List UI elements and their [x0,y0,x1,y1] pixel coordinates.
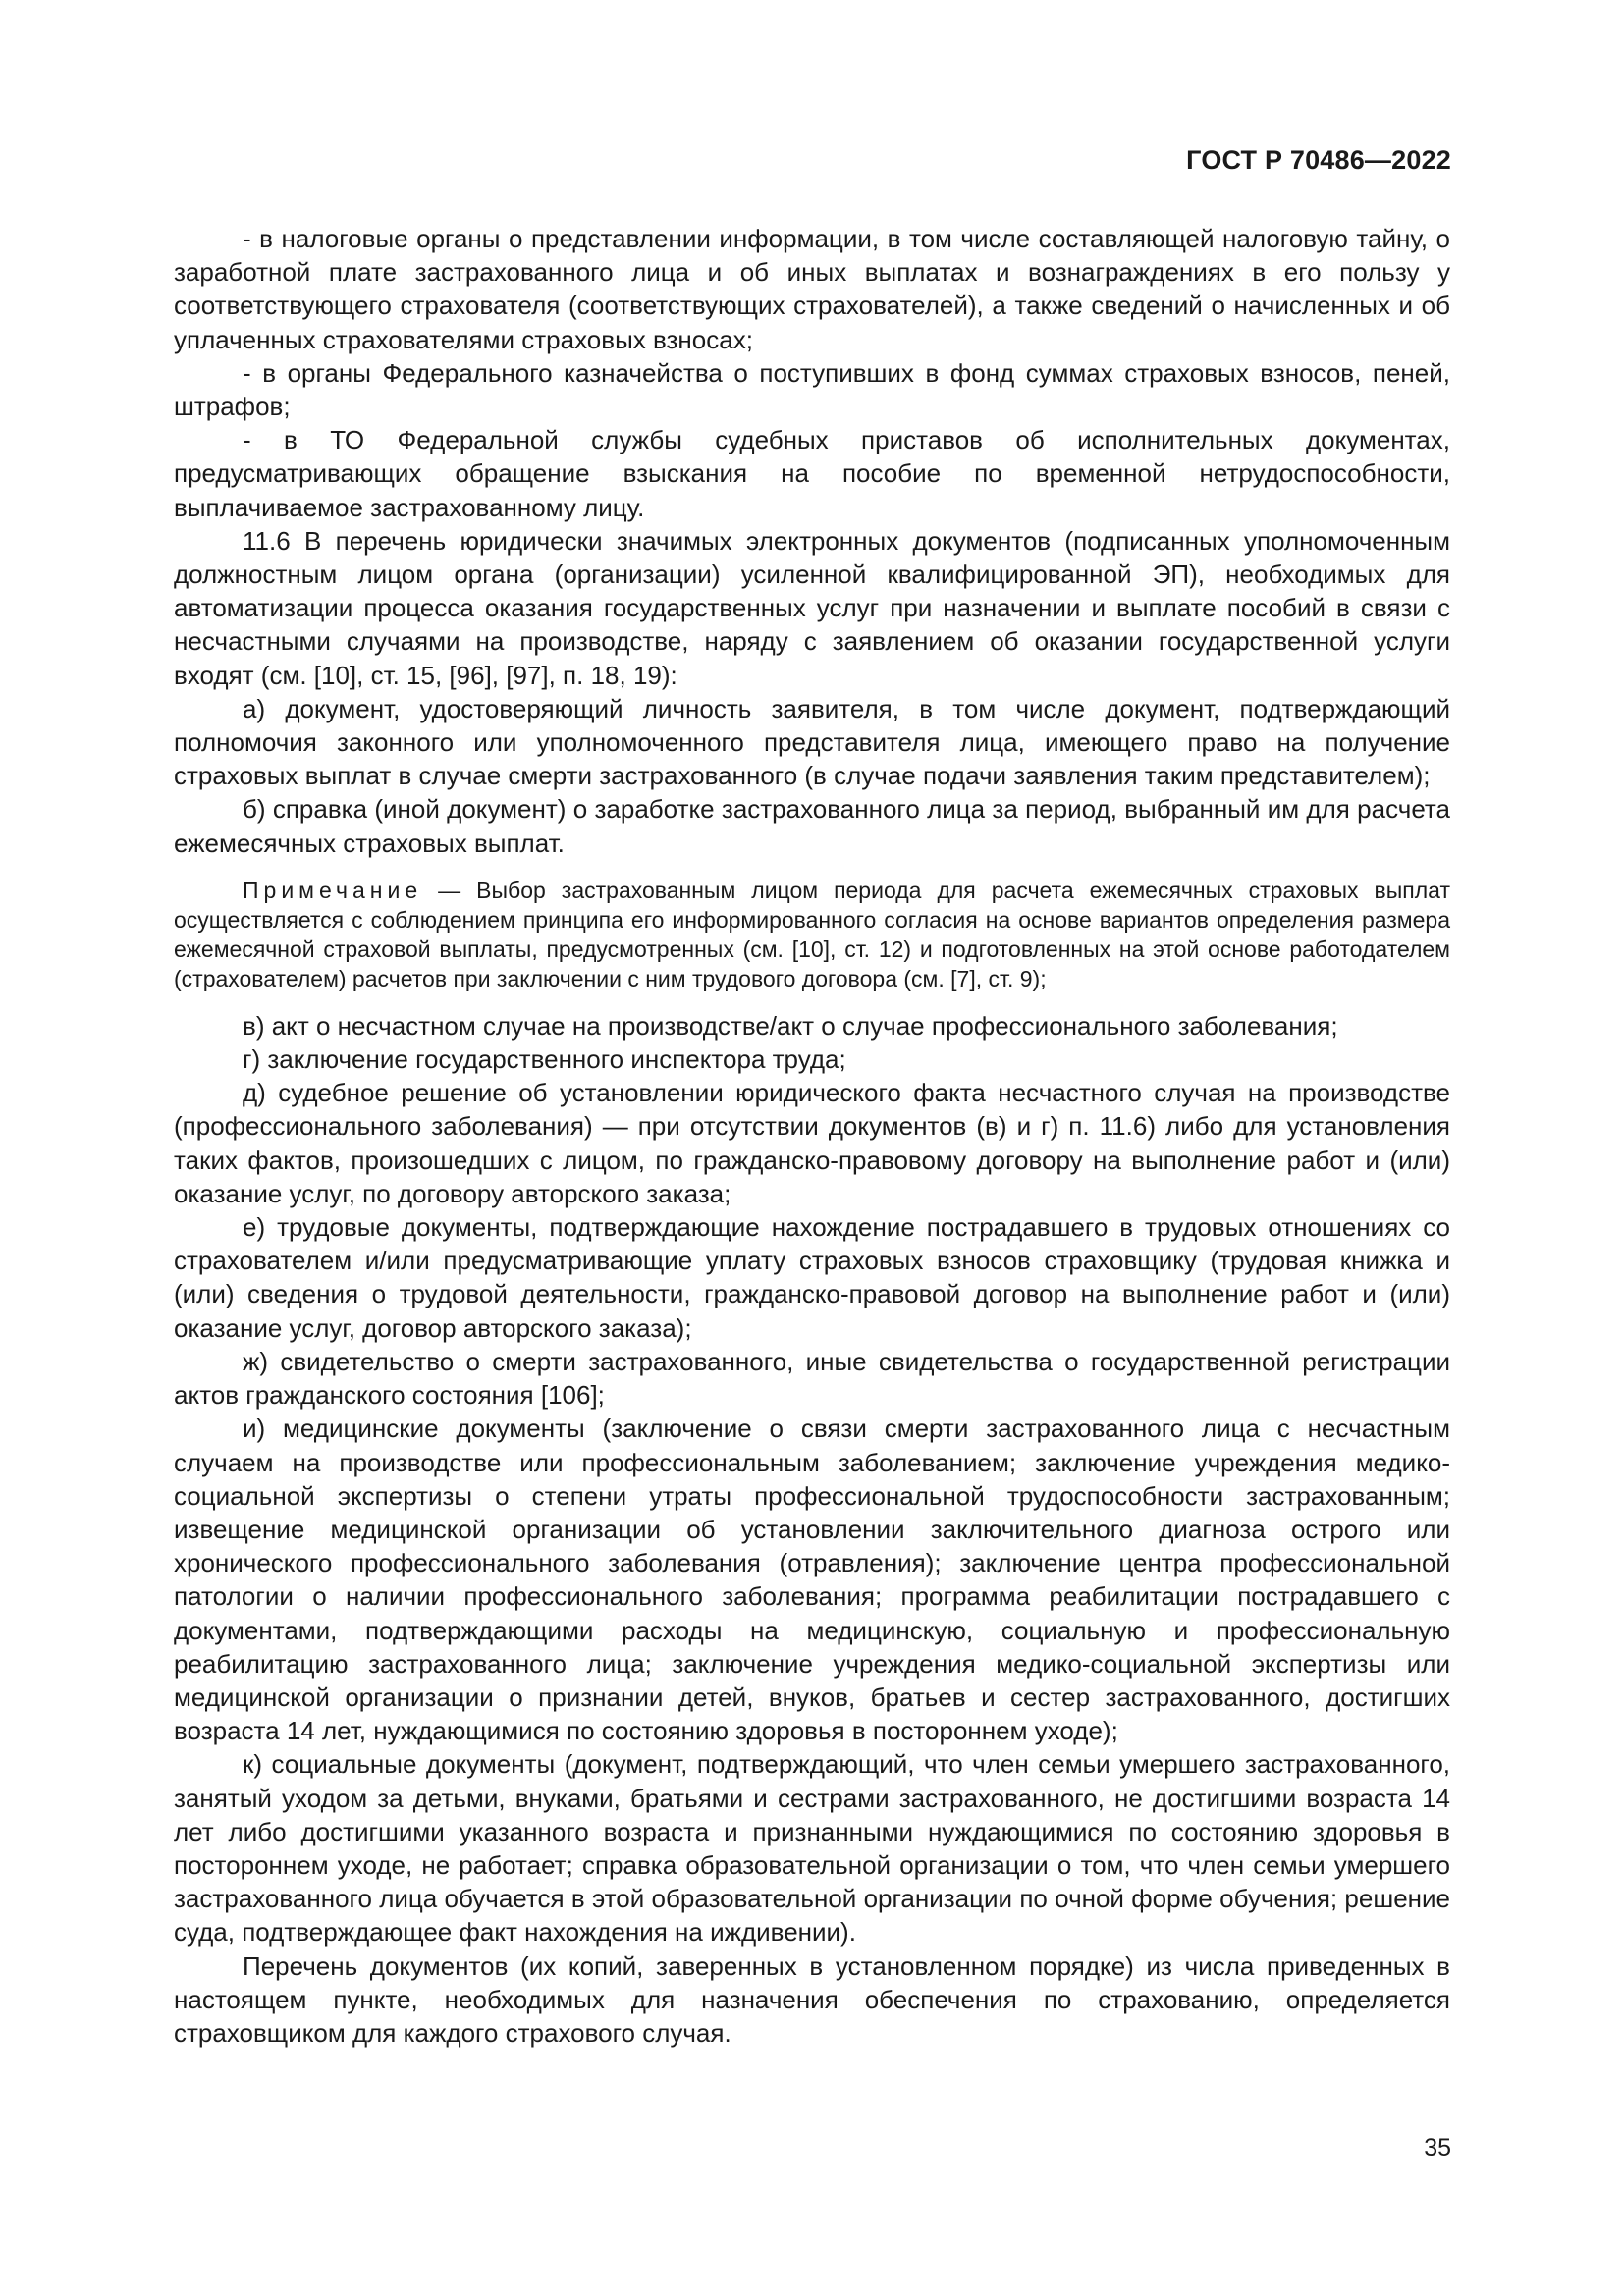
list-item-a: а) документ, удостоверяющий личность заявителя, в том числе документ, подтверждающий полномочия законного или уполномоченного представителя лица, имеющего право на получение страховых выплат в случае смерти застрахованного (в случае подачи заявления таким представителем); [174,693,1450,791]
page-number: 35 [1424,2134,1451,2162]
paragraph-document-list: Перечень документов (их копий, заверенных в установленном порядке) из числа приведенных в настоящем пункте, необходимых для назначения обеспечения по страхованию, определяется страховщиком для каждого страхового случая. [174,1950,1450,2048]
list-item-v: в) акт о несчастном случае на производстве/акт о случае профессионального заболевания; [243,1010,1338,1041]
document-body [174,222,1450,2050]
list-item-zh: ж) свидетельство о смерти застрахованного, иные свидетельства о государственной регистрации актов гражданского состояния [106]; [174,1346,1450,1411]
list-item-b: б) справка (иной документ) о заработке застрахованного лица за период, выбранный им для расчета ежемесячных страховых выплат. [174,794,1450,858]
list-item-g: г) заключение государственного инспектора труда; [243,1044,846,1075]
list-item-k: к) социальные документы (документ, подтверждающий, что член семьи умершего застрахованного, занятый уходом за детьми, внуками, братьями и сестрами застрахованного, не достигшими возраста 14 лет либо достигшими указанного возраста и признанными нуждающимися по состоянию здоровья в постороннем уходе, не работает; справка образовательной организации о том, что член семьи умершего застрахованного лица обучается в этой образовательной организации по очной форме обучения; решение суда, подтверждающее факт нахождения на иждивении). [174,1749,1450,1948]
note [174,876,1450,993]
paragraph-treasury: - в органы Федерального казначейства о поступивших в фонд суммах страховых взносов, пеней, штрафов; [174,357,1450,422]
list-item-d: д) судебное решение об установлении юридического факта несчастного случая на производстве (профессионального заболевания) — при отсутствии документов (в) и г) п. 11.6) либо для установления таких фактов, произошедших с лицом, по гражданско-правовому договору на выполнение работ и (или) оказание услуг, по договору авторского заказа; [174,1078,1450,1208]
note-text: — Выбор застрахованным лицом периода для расчета ежемесячных страховых выплат осуществляется с соблюдением принципа его информированного согласия на основе вариантов определения размера ежемесячной страховой выплаты, предусмотренных (см. [10], ст. 12) и подготовленных на этой основе работодателем (страхователем) расчетов при заключении с ним трудового договора (см. [7], ст. 9); [174,877,1450,991]
paragraph-bailiffs: - в ТО Федеральной службы судебных приставов об исполнительных документах, предусматривающих обращение взыскания на пособие по временной нетрудоспособности, выплачиваемое застрахованному лицу. [174,425,1450,522]
document-code: ГОСТ Р 70486—2022 [1186,145,1451,175]
paragraph-11-6: 11.6 В перечень юридически значимых электронных документов (подписанных уполномоченным должностным лицом органа (организации) усиленной квалифицированной ЭП), необходимых для автоматизации процесса оказания государственных услуг при назначении и выплате пособий в связи с несчастными случаями на производстве, наряду с заявлением об оказании государственной услуги входят (см. [10], ст. 15, [96], [97], п. 18, 19): [174,525,1450,690]
list-item-e: е) трудовые документы, подтверждающие нахождение пострадавшего в трудовых отношениях со страхователем и/или предусматривающие уплату страховых взносов страховщику (трудовая книжка и (или) сведения о трудовой деятельности, гражданско-правовой договор на выполнение работ и (или) оказание услуг, договор авторского заказа); [174,1212,1450,1343]
paragraph-tax-authorities: - в налоговые органы о представлении информации, в том числе составляющей налоговую тайну, о заработной плате застрахованного лица и об иных выплатах и вознаграждениях в его пользу у соответствующего страхователя (соответствующих страхователей), а также сведений о начисленных и об уплаченных страхователями страховых взносах; [174,224,1450,354]
note-label: Примечание [243,877,423,903]
list-item-i: и) медицинские документы (заключение о связи смерти застрахованного лица с несчастным случаем на производстве или профессиональным заболеванием; заключение учреждения медико-социальной экспертизы о степени утраты профессиональной трудоспособности застрахованным; извещение медицинской организации об установлении заключительного диагноза острого или хронического профессионального заболевания (отравления); заключение центра профессиональной патологии о наличии профессионального заболевания; программа реабилитации пострадавшего с документами, подтверждающими расходы на медицинскую, социальную и профессиональную реабилитацию застрахованного лица; заключение учреждения медико-социальной экспертизы или медицинской организации о признании детей, внуков, братьев и сестер застрахованного, достигших возраста 14 лет, нуждающимися по состоянию здоровья в постороннем уходе); [174,1414,1450,1746]
